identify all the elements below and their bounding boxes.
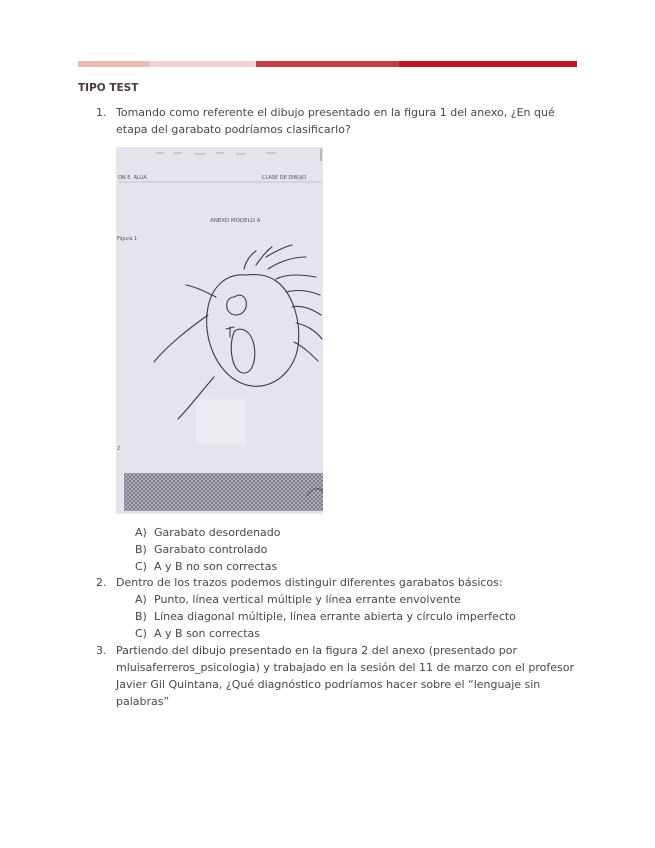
option-a[interactable] — [135, 524, 281, 541]
option-c[interactable] — [135, 625, 516, 642]
annex-figure-image — [116, 147, 323, 514]
question-1 — [96, 104, 576, 138]
header-color-bar — [78, 61, 577, 67]
option-b[interactable] — [135, 541, 281, 558]
option-c[interactable] — [135, 558, 281, 575]
question-number: 1. — [96, 106, 107, 119]
header-bar-segment-4 — [399, 61, 577, 67]
header-bar-segment-1 — [78, 61, 150, 67]
option-a[interactable] — [135, 591, 516, 608]
question-text: Tomando como referente el dibujo presentado en la figura 1 del anexo, ¿En qué etapa del garabato podríamos clasificarlo? — [116, 106, 555, 136]
option-letter: A) — [135, 526, 147, 539]
option-letter: C) — [135, 560, 147, 573]
option-text: Línea diagonal múltiple, línea errante abierta y círculo imperfecto — [154, 610, 516, 623]
option-letter: A) — [135, 593, 147, 606]
option-text: Garabato desordenado — [154, 526, 281, 539]
figure-header-right: CLASE DE DIBUJO — [262, 175, 307, 181]
section-title: TIPO TEST — [78, 82, 139, 94]
option-letter: B) — [135, 543, 147, 556]
question-number: 3. — [96, 644, 107, 657]
option-letter: C) — [135, 627, 147, 640]
option-text: Punto, línea vertical múltiple y línea errante envolvente — [154, 593, 461, 606]
question-text: Dentro de los trazos podemos distinguir diferentes garabatos básicos: — [116, 576, 503, 589]
option-text: A y B no son correctas — [154, 560, 278, 573]
option-letter: B) — [135, 610, 147, 623]
question-2-options — [135, 591, 516, 642]
question-text: Partiendo del dibujo presentado en la figura 2 del anexo (presentado por mluisaferreros_psicologia) y trabajado en la sesión del 11 de marzo con el profesor Javier Gil Quintana, ¿Qué diagnóstico podríamos hacer sobre el “lenguaje sin palabras” — [116, 644, 574, 708]
figure-title: ANEXO MODELO A — [210, 218, 261, 224]
question-3 — [96, 642, 576, 710]
option-b[interactable] — [135, 608, 516, 625]
question-2 — [96, 574, 576, 591]
question-1-options — [135, 524, 281, 575]
figure-label-2: 2 — [117, 446, 121, 452]
option-text: Garabato controlado — [154, 543, 268, 556]
option-text: A y B son correctas — [154, 627, 260, 640]
question-number: 2. — [96, 576, 107, 589]
figure-header-left: ON E. ALUA — [118, 175, 147, 181]
header-bar-segment-2 — [150, 61, 256, 67]
figure-label-1: Figura 1 — [117, 236, 138, 242]
header-bar-segment-3 — [256, 61, 399, 67]
